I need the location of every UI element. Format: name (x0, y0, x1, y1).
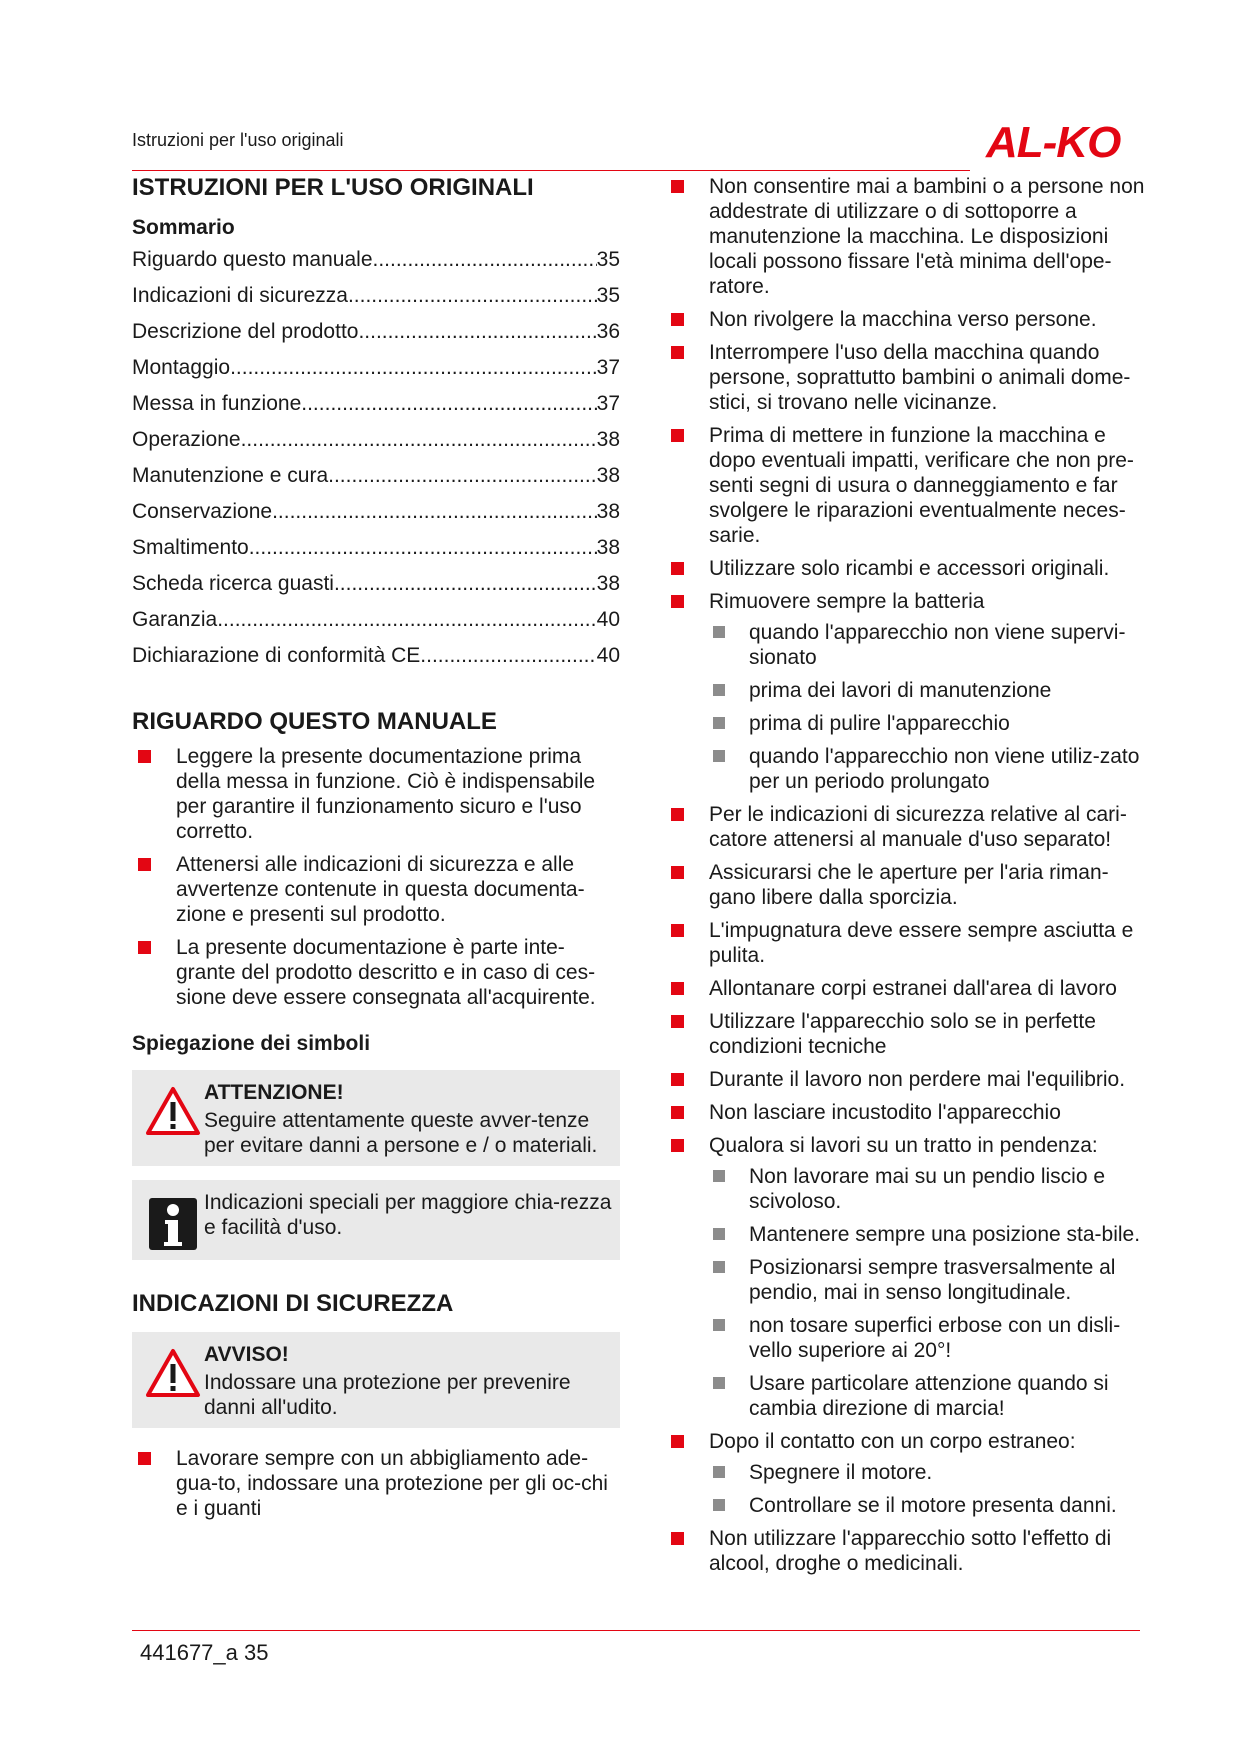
list-item: Assicurarsi che le aperture per l'aria riman-gano libere dalla sporcizia. (665, 860, 1155, 910)
bullet-square-icon (671, 1015, 684, 1028)
sub-list (709, 1164, 1155, 1421)
toc-heading: Sommario (132, 216, 235, 239)
bullet-square-icon (671, 313, 684, 326)
sub-list-item: Spegnere il motore. (709, 1460, 1155, 1485)
sub-bullet-icon (713, 750, 725, 762)
sub-bullet-icon (713, 1377, 725, 1389)
notice-text: Indossare una protezione per prevenire danni all'udito. (204, 1371, 571, 1419)
sub-list-item: quando l'apparecchio non viene utiliz-zato per un periodo prolungato (709, 744, 1155, 794)
list-item: Dopo il contatto con un corpo estraneo: Spegnere il motore. Controllare se il motore presenta danni. (665, 1429, 1155, 1518)
sub-list-item: quando l'apparecchio non viene supervi-sionato (709, 620, 1155, 670)
list-item: Attenersi alle indicazioni di sicurezza e alle avvertenze contenute in questa documenta-zione e presenti sul prodotto. (132, 852, 620, 927)
section-heading-manual: RIGUARDO QUESTO MANUALE (132, 708, 497, 735)
bullet-square-icon (671, 562, 684, 575)
bullet-square-icon (138, 941, 151, 954)
toc-item[interactable]: Montaggio ..... 37 (132, 356, 620, 392)
sub-bullet-icon (713, 1499, 725, 1511)
sub-list-item: prima di pulire l'apparecchio (709, 711, 1155, 736)
sub-bullet-icon (713, 1261, 725, 1273)
bullet-square-icon (671, 924, 684, 937)
bullet-square-icon (671, 595, 684, 608)
warning-text: Seguire attentamente queste avver-tenze per evitare danni a persone e / o materiali. (204, 1109, 598, 1157)
safety-bullets-left (132, 1446, 620, 1521)
sub-bullet-icon (713, 684, 725, 696)
sub-list-item: prima dei lavori di manutenzione (709, 678, 1155, 703)
list-item: Non rivolgere la macchina verso persone. (665, 307, 1155, 332)
sub-list-item: Usare particolare attenzione quando si cambia direzione di marcia! (709, 1371, 1155, 1421)
sub-bullet-icon (713, 1466, 725, 1478)
sub-bullet-icon (713, 1228, 725, 1240)
bullet-square-icon (671, 1139, 684, 1152)
sub-bullet-icon (713, 1170, 725, 1182)
info-icon (142, 1190, 204, 1252)
list-item: L'impugnatura deve essere sempre asciutta e pulita. (665, 918, 1155, 968)
bullet-square-icon (138, 1452, 151, 1465)
list-item: La presente documentazione è parte inte-grante del prodotto descritto e in caso di ces-sione deve essere consegnata all'acquirente. (132, 935, 620, 1010)
info-box (132, 1180, 620, 1260)
bullet-square-icon (671, 1435, 684, 1448)
bullet-square-icon (671, 1073, 684, 1086)
warning-triangle-icon (142, 1080, 204, 1158)
left-column (132, 174, 620, 1529)
sub-list (709, 620, 1155, 794)
list-item: Lavorare sempre con un abbigliamento ade-gua-to, indossare una protezione per gli oc-chi e i guanti (132, 1446, 620, 1521)
page-title: ISTRUZIONI PER L'USO ORIGINALI (132, 174, 534, 201)
bullet-square-icon (138, 858, 151, 871)
warning-triangle-icon (142, 1342, 204, 1420)
bullet-square-icon (671, 982, 684, 995)
toc-item[interactable]: Smaltimento ..... 38 (132, 536, 620, 572)
alko-logo: AL-KO (986, 118, 1121, 167)
bullet-square-icon (671, 808, 684, 821)
bullet-square-icon (138, 750, 151, 763)
sub-list-item: Posizionarsi sempre trasversalmente al pendio, mai in senso longitudinale. (709, 1255, 1155, 1305)
symbols-heading: Spiegazione dei simboli (132, 1032, 371, 1055)
toc-item[interactable]: Scheda ricerca guasti ..... 38 (132, 572, 620, 608)
manual-bullets (132, 744, 620, 1010)
toc-item[interactable]: Manutenzione e cura ..... 38 (132, 464, 620, 500)
list-item: Non utilizzare l'apparecchio sotto l'effetto di alcool, droghe o medicinali. (665, 1526, 1155, 1576)
bullet-square-icon (671, 866, 684, 879)
list-item: Qualora si lavori su un tratto in pendenza: Non lavorare mai su un pendio liscio e scivoloso. Mantenere sempre una posizione sta-bile. Posizionarsi sempre trasversalmente al pendio, mai in senso longitudinale. non tosare superfici erbose con un disli-vello superiore ai 20°! Usare particolare attenzione quando si cambia direzione di marcia! (665, 1133, 1155, 1421)
toc-item[interactable]: Messa in funzione ..... 37 (132, 392, 620, 428)
list-item: Non consentire mai a bambini o a persone non addestrate di utilizzare o di sottoporre a manutenzione la macchina. Le disposizioni locali possono fissare l'età minima dell'ope-ratore. (665, 174, 1155, 299)
toc-item[interactable]: Conservazione ..... 38 (132, 500, 620, 536)
list-item: Per le indicazioni di sicurezza relative al cari-catore attenersi al manuale d'uso separato! (665, 802, 1155, 852)
toc-item[interactable]: Riguardo questo manuale ..... 35 (132, 248, 620, 284)
list-item: Allontanare corpi estranei dall'area di lavoro (665, 976, 1155, 1001)
notice-title: AVVISO! (204, 1343, 289, 1366)
list-item: Non lasciare incustodito l'apparecchio (665, 1100, 1155, 1125)
section-heading-safety: INDICAZIONI DI SICUREZZA (132, 1290, 454, 1317)
notice-box (132, 1332, 620, 1428)
toc-item[interactable]: Garanzia ..... 40 (132, 608, 620, 644)
list-item: Utilizzare l'apparecchio solo se in perfette condizioni tecniche (665, 1009, 1155, 1059)
bullet-square-icon (671, 1106, 684, 1119)
toc-item[interactable]: Indicazioni di sicurezza ..... 35 (132, 284, 620, 320)
warning-box (132, 1070, 620, 1166)
list-item: Prima di mettere in funzione la macchina e dopo eventuali impatti, verificare che non pre-senti segni di usura o danneggiamento e far svolgere le riparazioni eventualmente neces-sarie. (665, 423, 1155, 548)
bullet-square-icon (671, 180, 684, 193)
sub-bullet-icon (713, 717, 725, 729)
list-item: Leggere la presente documentazione prima della messa in funzione. Ciò è indispensabile per garantire il funzionamento sicuro e l'uso corretto. (132, 744, 620, 844)
toc-item[interactable]: Descrizione del prodotto ..... 36 (132, 320, 620, 356)
header-rule (132, 170, 970, 171)
list-item: Interrompere l'uso della macchina quando persone, soprattutto bambini o animali dome-stici, si trovano nelle vicinanze. (665, 340, 1155, 415)
list-item: Rimuovere sempre la batteria quando l'apparecchio non viene supervi-sionato prima dei lavori di manutenzione prima di pulire l'apparecchio quando l'apparecchio non viene utiliz-zato per un periodo prolungato (665, 589, 1155, 794)
toc-item[interactable]: Dichiarazione di conformità CE ..... 40 (132, 644, 620, 680)
bullet-square-icon (671, 429, 684, 442)
sub-list-item: non tosare superfici erbose con un disli-vello superiore ai 20°! (709, 1313, 1155, 1363)
bullet-square-icon (671, 346, 684, 359)
bullet-square-icon (671, 1532, 684, 1545)
sub-list-item: Mantenere sempre una posizione sta-bile. (709, 1222, 1155, 1247)
toc-item[interactable]: Operazione ..... 38 (132, 428, 620, 464)
safety-bullets-right (665, 174, 1155, 1576)
page-footer: 441677_a 35 (140, 1640, 269, 1665)
footer-rule (132, 1630, 1140, 1631)
right-column (665, 174, 1155, 1584)
sub-list (709, 1460, 1155, 1518)
info-text: Indicazioni speciali per maggiore chia-rezza e facilità d'uso. (204, 1191, 612, 1239)
sub-bullet-icon (713, 1319, 725, 1331)
sub-list-item: Controllare se il motore presenta danni. (709, 1493, 1155, 1518)
list-item: Utilizzare solo ricambi e accessori originali. (665, 556, 1155, 581)
table-of-contents (132, 248, 620, 680)
list-item: Durante il lavoro non perdere mai l'equilibrio. (665, 1067, 1155, 1092)
sub-list-item: Non lavorare mai su un pendio liscio e scivoloso. (709, 1164, 1155, 1214)
sub-bullet-icon (713, 626, 725, 638)
warning-title: ATTENZIONE! (204, 1081, 344, 1104)
running-header: Istruzioni per l'uso originali (132, 130, 344, 150)
